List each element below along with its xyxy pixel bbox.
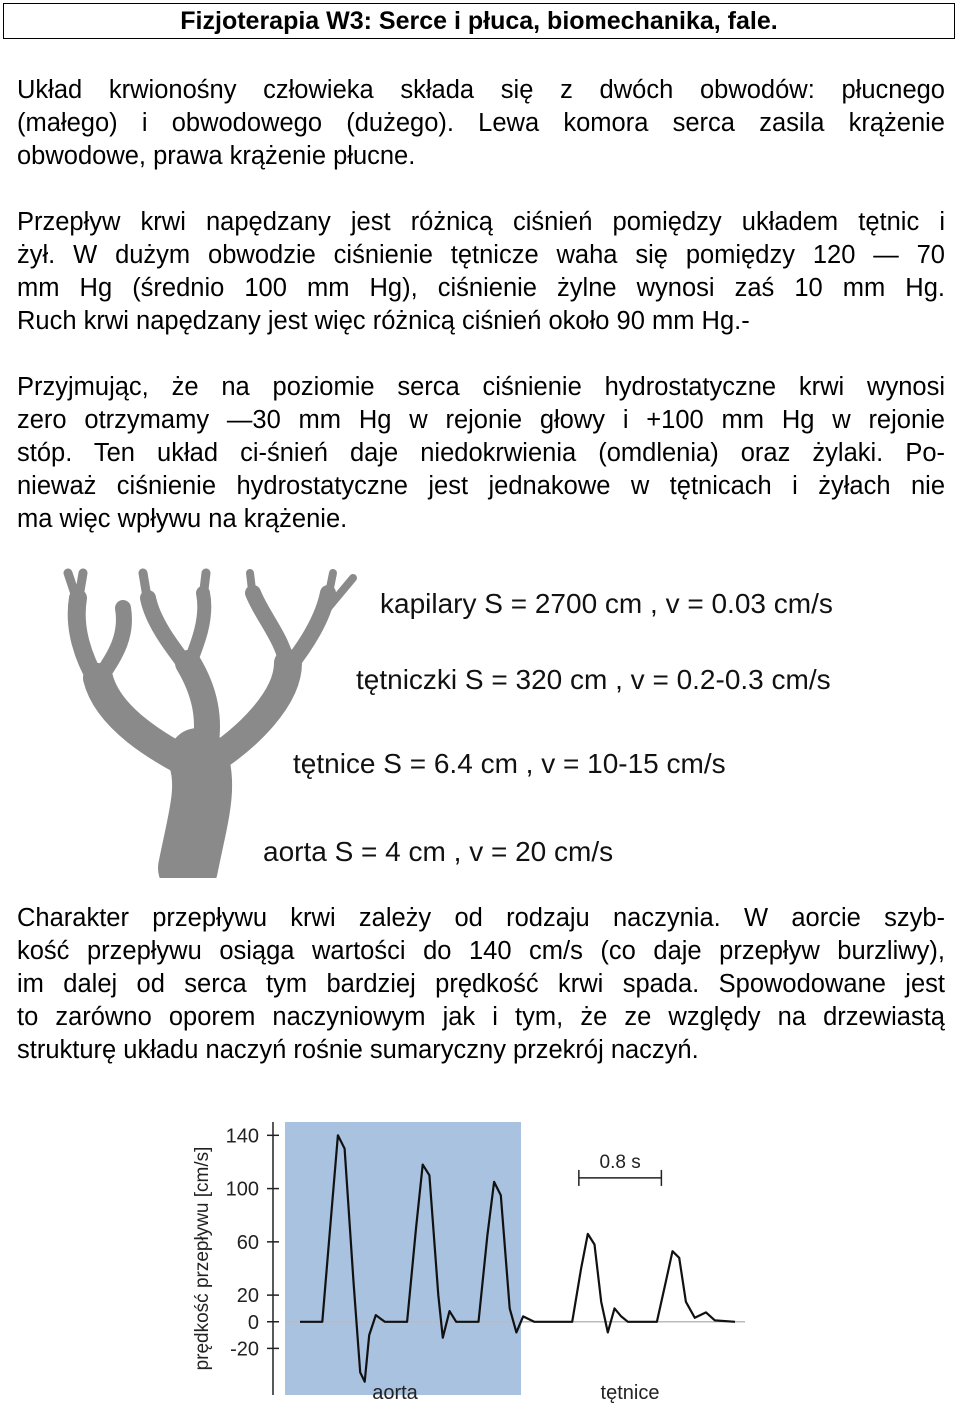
paragraph-flow-character xyxy=(17,902,945,1067)
flow-velocity-chart xyxy=(180,1110,760,1409)
region-label-tetnice: tętnice xyxy=(600,1382,660,1404)
text-line: strukturę układu naczyń rośnie sumaryczny przekrój naczyń. xyxy=(17,1036,699,1064)
label-tetnice: tętnice S = 6.4 cm , v = 10-15 cm/s xyxy=(293,748,726,779)
period-annotation: 0.8 s xyxy=(599,1151,641,1173)
vessel-tree-figure xyxy=(38,568,930,878)
text-line: stóp. Ten układ ci-śnień daje niedokrwienia (omdlenia) oraz żylaki. Po- xyxy=(17,439,945,467)
document-title: Fizjoterapia W3: Serce i płuca, biomechanika, fale. xyxy=(3,3,955,39)
text-line: obwodowe, prawa krążenie płucne. xyxy=(17,142,416,170)
y-tick-label: 140 xyxy=(225,1125,259,1148)
paragraph-circulation xyxy=(17,74,945,173)
text-line: Przyjmując, że na poziomie serca ciśnienie hydrostatyczne krwi wynosi xyxy=(17,373,945,401)
text-line: to zarówno oporem naczyniowym jak i tym, że ze względy na drzewiastą xyxy=(17,1003,945,1031)
text-line: zero otrzymamy —30 mm Hg w rejonie głowy i +100 mm Hg w rejonie xyxy=(17,406,945,434)
text-line: im dalej od serca tym bardziej prędkość krwi spada. Spowodowane jest xyxy=(17,970,945,998)
y-tick-label: 60 xyxy=(236,1231,259,1254)
text-line: (małego) i obwodowego (dużego). Lewa komora serca zasila krążenie xyxy=(17,109,945,137)
text-line: Układ krwionośny człowieka składa się z dwóch obwodów: płucnego xyxy=(17,76,945,104)
text-line: żył. W dużym obwodzie ciśnienie tętnicze waha się pomiędzy 120 — 70 xyxy=(17,241,945,269)
paragraph-pressure xyxy=(17,206,945,338)
label-kapilary: kapilary S = 2700 cm , v = 0.03 cm/s xyxy=(380,588,833,619)
label-aorta: aorta S = 4 cm , v = 20 cm/s xyxy=(263,836,614,867)
text-line: nieważ ciśnienie hydrostatyczne jest jednakowe w tętnicach i żyłach nie xyxy=(17,472,945,500)
text-line: mm Hg (średnio 100 mm Hg), ciśnienie żylne wynosi zaś 10 mm Hg. xyxy=(17,274,945,302)
text-line: Przepływ krwi napędzany jest różnicą ciśnień pomiędzy układem tętnic i xyxy=(17,208,945,236)
text-line: Ruch krwi napędzany jest więc różnicą ciśnień około 90 mm Hg.- xyxy=(17,307,750,335)
y-tick-label: -20 xyxy=(230,1338,259,1361)
flow-velocity-chart-svg xyxy=(180,1110,760,1409)
text-line: kość przepływu osiąga wartości do 140 cm/s (co daje przepływ burzliwy), xyxy=(17,937,945,965)
label-tetniczki: tętniczki S = 320 cm , v = 0.2-0.3 cm/s xyxy=(356,664,831,695)
y-axis-label: prędkość przepływu [cm/s] xyxy=(192,1146,213,1371)
y-tick-label: 20 xyxy=(236,1285,259,1308)
text-line: ma więc wpływu na krążenie. xyxy=(17,505,348,533)
text-line: Charakter przepływu krwi zależy od rodzaju naczynia. W aorcie szyb- xyxy=(17,904,945,932)
region-label-aorta: aorta xyxy=(372,1382,418,1404)
paragraph-hydrostatic xyxy=(17,371,945,536)
y-tick-label: 0 xyxy=(247,1311,259,1334)
y-tick-label: 100 xyxy=(225,1178,259,1201)
